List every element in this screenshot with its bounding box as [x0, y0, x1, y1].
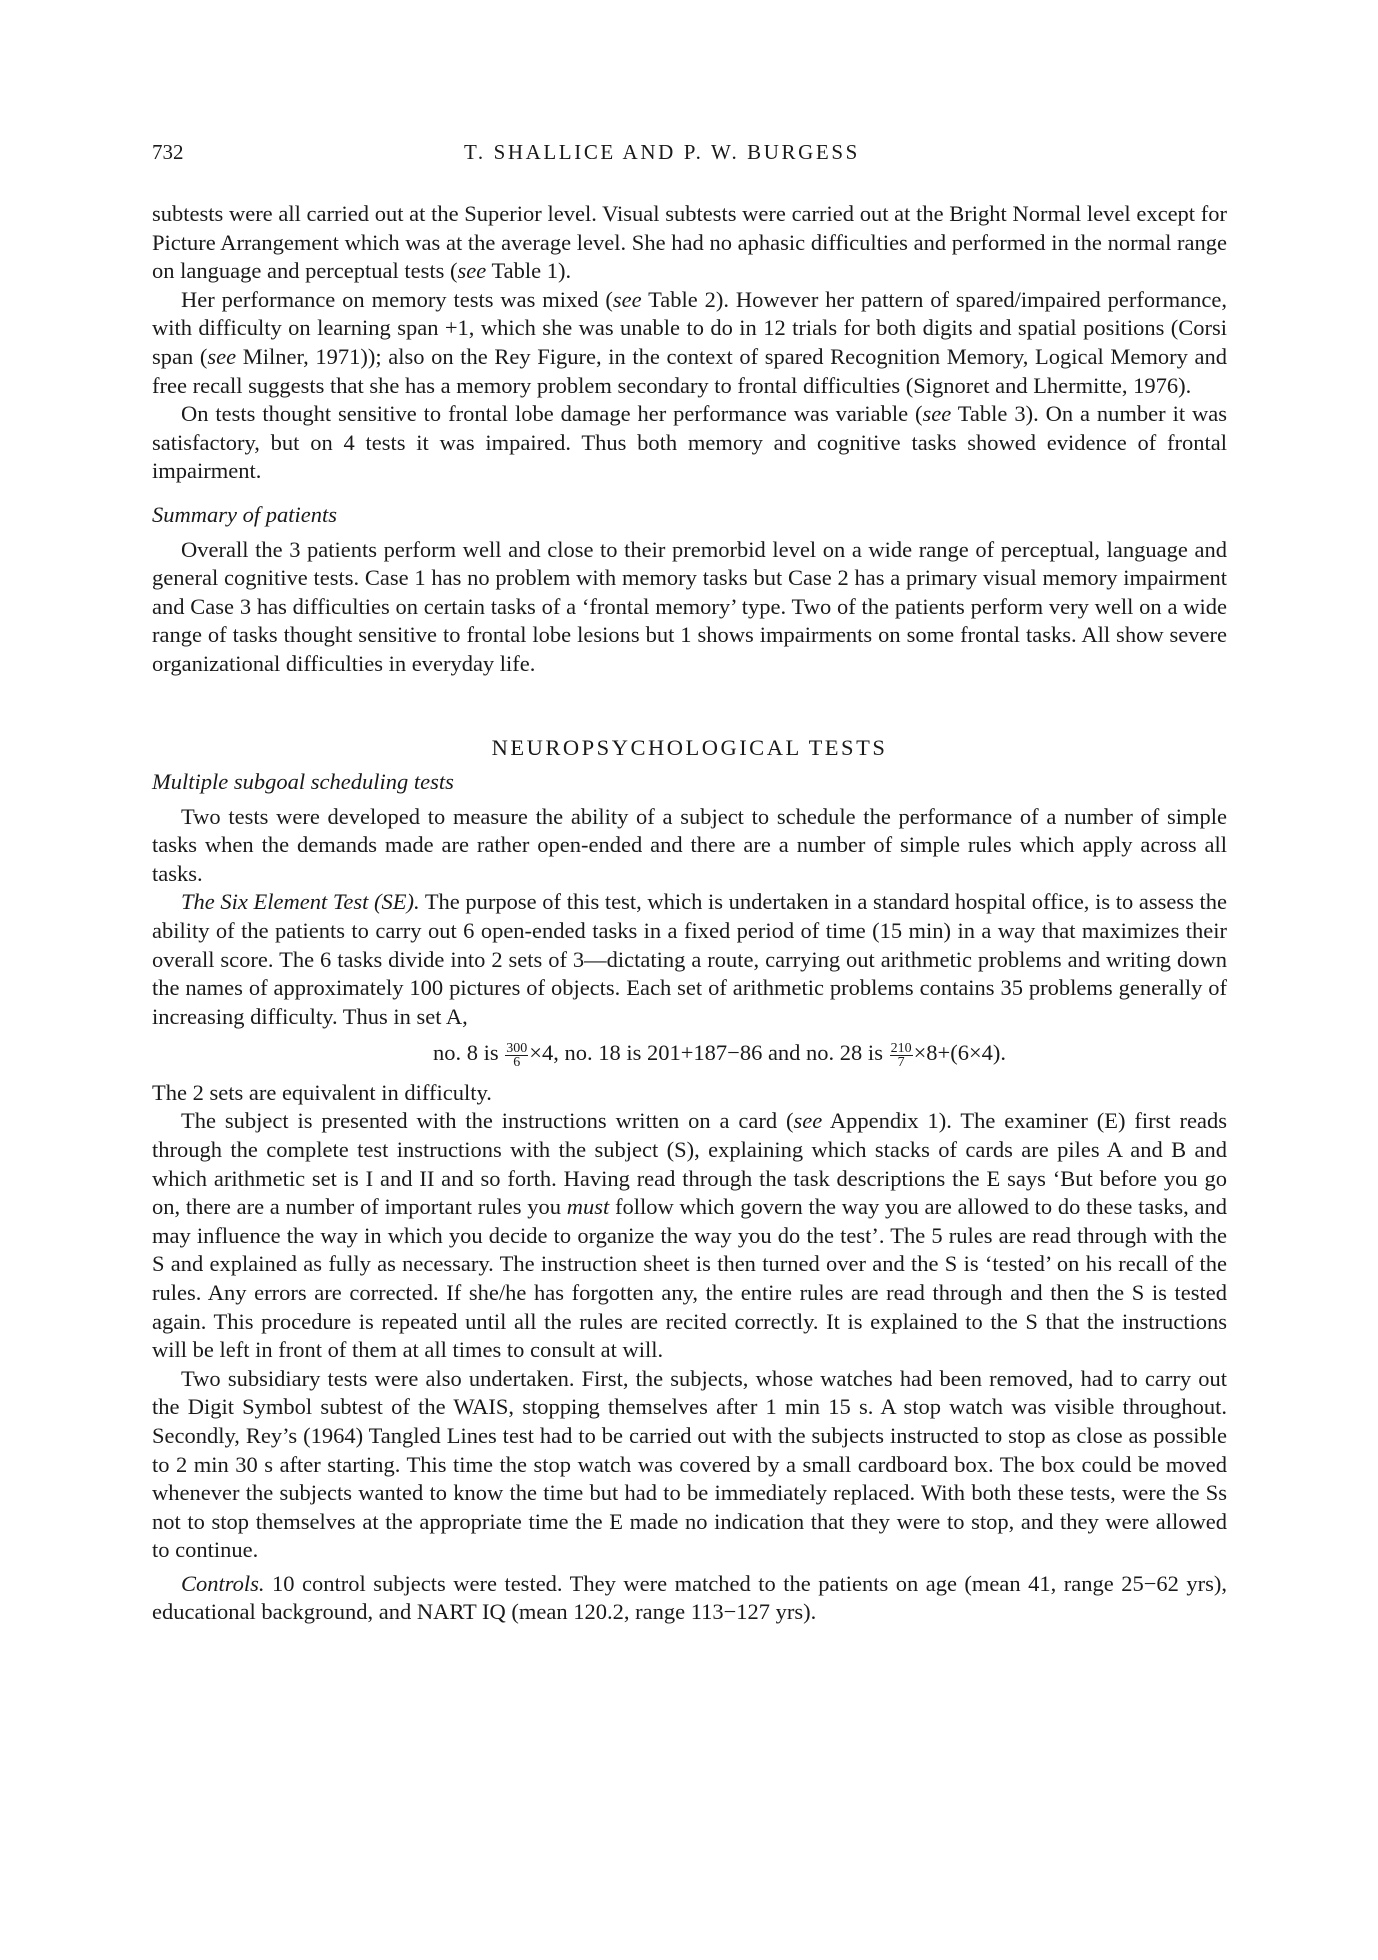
paragraph-text: Appendix 1). The examiner (E) first reads through the complete test instructions with the subject (S), explaining which stacks of cards are piles A and B and which arithmetic set is I and II and so forth. Having read through the task descriptions the E says ‘But before you go on, there are a number of important rules you: [152, 1108, 1227, 1220]
paragraph-text: 10 control subjects were tested. They were matched to the patients on age (mean 41, range 25−62 yrs), educational background, and NART IQ (mean 120.2, range 113−127 yrs).: [152, 1570, 1227, 1625]
see-reference: see: [207, 343, 237, 369]
formula-text: ×8+(6×4).: [913, 1040, 1007, 1066]
inline-heading: The Six Element Test (SE).: [181, 889, 420, 915]
paragraph-text: Table 3). On a number it was satisfactory, but on 4 tests it was impaired. Thus both memory and cognitive tasks showed evidence of frontal impairment.: [152, 401, 1227, 484]
paragraph-text: The subject is presented with the instructions written on a card (: [181, 1108, 794, 1134]
fraction-numerator: 210: [890, 1040, 912, 1056]
paragraph-summary: Overall the 3 patients perform well and close to their premorbid level on a wide range of perceptual, language and general cognitive tests. Case 1 has no problem with memory tasks but Case 2 has a primary visual memory impairment and Case 3 has difficulties on certain tasks of a ‘frontal memory’ type. Two of the patients perform very well on a wide range of tasks thought sensitive to frontal lobe lesions but 1 shows impairments on some frontal tasks. All show severe organizational difficulties in everyday life.: [152, 536, 1227, 676]
paragraph-text: Milner, 1971)); also on the Rey Figure, in the context of spared Recognition Memory, Logical Memory and free recall suggests that she has a memory problem secondary to frontal difficulties (Signoret and Lhermitte, 1976).: [152, 343, 1227, 398]
paragraph-text: Table 2). However her pattern of spared/impaired performance, with difficulty on learning span +1, which she was unable to do in 12 trials for both digits and spatial positions (Corsi span (: [152, 286, 1227, 369]
arithmetic-formula: [152, 1039, 1227, 1068]
paragraph-memory-tests: [152, 286, 1227, 400]
paragraph-equivalence: The 2 sets are equivalent in difficulty.: [152, 1079, 492, 1105]
paragraph-text: Table 1).: [486, 258, 572, 284]
fraction-denominator: 7: [897, 1054, 905, 1070]
subsection-heading-summary: Summary of patients: [152, 501, 337, 527]
section-title: NEUROPSYCHOLOGICAL TESTS: [491, 734, 888, 760]
paragraph-continuation: [152, 200, 1227, 286]
paragraph-scheduling-intro: Two tests were developed to measure the ability of a subject to schedule the performance of a number of simple tasks when the demands made are rather open-ended and there are a number of simple rules which apply across all tasks.: [152, 803, 1227, 886]
main-text-column: [152, 200, 1227, 1627]
paragraph-subsidiary-tests: Two subsidiary tests were also undertaken. First, the subjects, whose watches had been removed, had to carry out the Digit Symbol subtest of the WAIS, stopping themselves after 1 min 15 s. A stop watch was visible throughout. Secondly, Rey’s (1964) Tangled Lines test had to be carried out with the subjects instructed to stop as close as possible to 2 min 30 s after starting. This time the stop watch was covered by a small cardboard box. The box could be moved whenever the subjects wanted to know the time but had to be immediately replaced. With both these tests, were the Ss not to stop themselves at the appropriate time the E made no indication that they were to stop, and they were allowed to continue.: [152, 1365, 1227, 1563]
fraction-numerator: 300: [506, 1040, 528, 1056]
fraction: [505, 1042, 528, 1069]
paragraph-controls: [152, 1570, 1227, 1627]
paragraph-instructions: [152, 1107, 1227, 1364]
see-reference: see: [793, 1108, 823, 1134]
see-reference: see: [457, 258, 487, 284]
paragraph-text: follow which govern the way you are allowed to do these tasks, and may influence the way in which you decide to organize the way you do the test’. The 5 rules are read through with the S and explained as fully as necessary. The instruction sheet is then turned over and the S is ‘tested’ on his recall of the rules. Any errors are corrected. If she/he has forgotten any, the entire rules are read through and then the S is tested again. This procedure is repeated until all the rules are recited correctly. It is explained to the S that the instructions will be left in front of them at all times to consult at will.: [152, 1194, 1227, 1363]
paragraph-text: The purpose of this test, which is undertaken in a standard hospital office, is to assess the ability of the patients to carry out 6 open-ended tasks in a fixed period of time (15 min) in a way that maximizes their overall score. The 6 tasks divide into 2 sets of 3—dictating a route, carrying out arithmetic problems and writing down the names of approximately 100 pictures of objects. Each set of arithmetic problems contains 35 problems generally of increasing difficulty. Thus in set A,: [152, 889, 1227, 1029]
formula-text: no. 8 is: [432, 1040, 505, 1066]
emphasis-must: must: [566, 1194, 610, 1220]
subsection-heading-scheduling: Multiple subgoal scheduling tests: [152, 769, 454, 795]
paragraph-text: On tests thought sensitive to frontal lobe damage her performance was variable (: [181, 401, 923, 427]
inline-heading: Controls.: [181, 1570, 265, 1596]
formula-text: ×4, no. 18 is 201+187−86 and no. 28 is: [529, 1040, 889, 1066]
fraction: [890, 1042, 913, 1069]
paragraph-six-element-test: [152, 888, 1227, 1031]
fraction-denominator: 6: [513, 1054, 521, 1070]
page-number: 732: [152, 140, 184, 164]
paragraph-frontal-tests: [152, 400, 1227, 486]
paragraph-text: Her performance on memory tests was mixed (: [181, 286, 613, 312]
paragraph-text: subtests were all carried out at the Superior level. Visual subtests were carried out at the Bright Normal level except for Picture Arrangement which was at the average level. She had no aphasic difficulties and performed in the normal range on language and perceptual tests (: [152, 201, 1227, 284]
see-reference: see: [922, 401, 952, 427]
running-head: T. SHALLICE AND P. W. BURGESS: [464, 140, 860, 164]
see-reference: see: [612, 286, 642, 312]
